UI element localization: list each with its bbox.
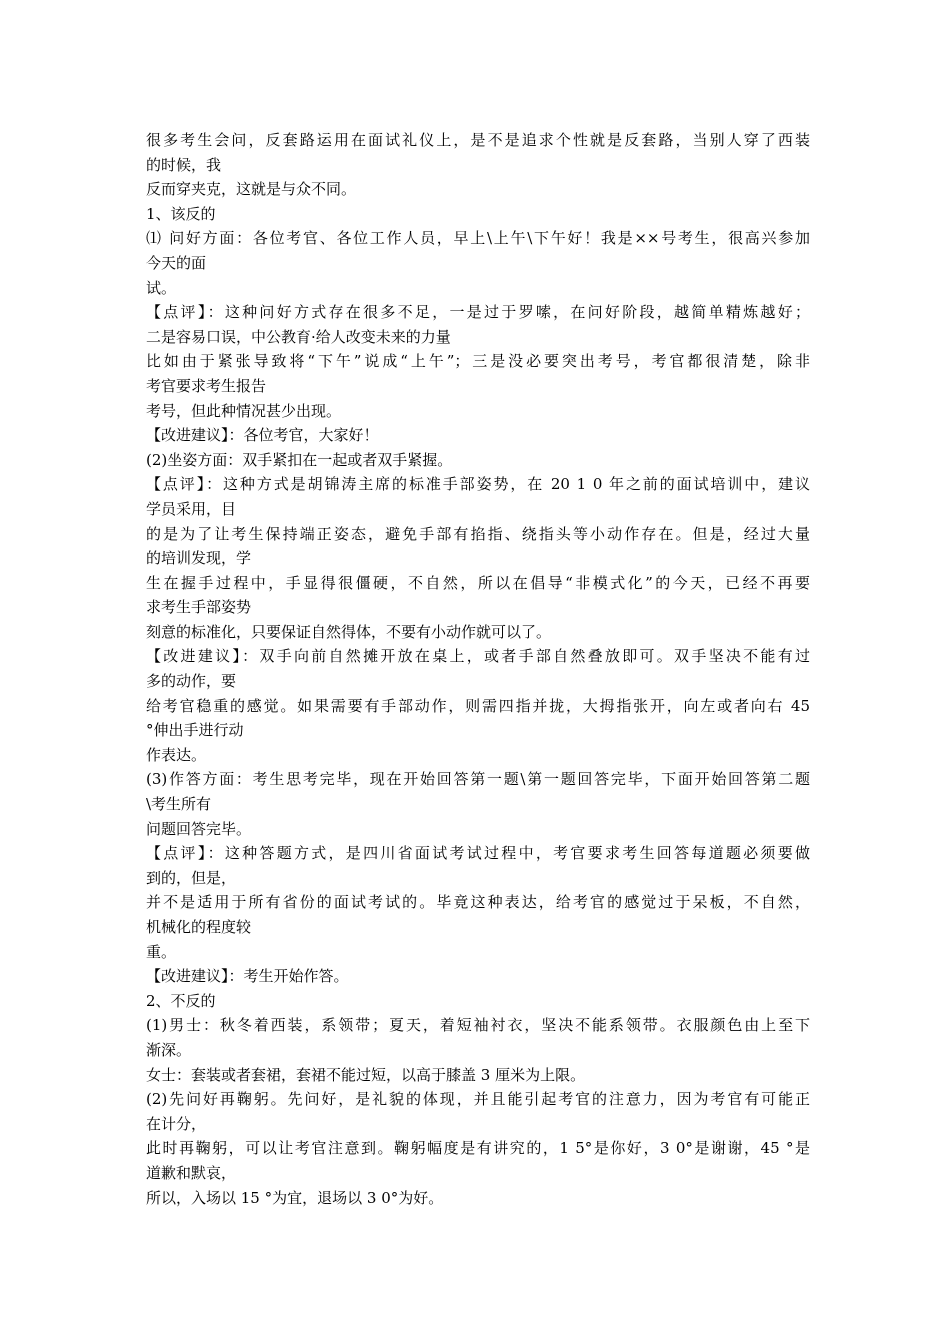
text-line: 的是为了让考生保持端正姿态，避免手部有掐指、绕指头等小动作存在。但是，经过大量 <box>146 524 810 543</box>
text-line: 机械化的程度较 <box>146 918 252 936</box>
text-line: 的时候，我 <box>146 155 222 174</box>
text-line: 1、该反的 <box>146 204 216 223</box>
text-line: 反而穿夹克，这就是与众不同。 <box>146 180 357 199</box>
text-line: 在计分， <box>146 1114 207 1133</box>
text-line: 【改进建议】：各位考官，大家好！ <box>146 426 379 445</box>
text-line: 求考生手部姿势 <box>146 598 252 617</box>
text-line: 到的，但是， <box>146 868 237 887</box>
text-line: 重。 <box>146 942 177 961</box>
text-line: 考官要求考生报告 <box>146 376 267 395</box>
text-line: 女士：套装或者套裙，套裙不能过短，以高于膝盖 3 厘米为上限。 <box>146 1065 586 1084</box>
text-line: (2)先问好再鞠躬。先问好，是礼貌的体现，并且能引起考官的注意力，因为考官有可能正 <box>146 1090 810 1109</box>
text-line: 【点评】：这种答题方式，是四川省面试考试过程中，考官要求考生回答每道题必须要做 <box>146 844 810 863</box>
text-line: 渐深。 <box>146 1040 192 1059</box>
text-line: 刻意的标准化，只要保证自然得体，不要有小动作就可以了。 <box>146 622 552 641</box>
text-line: 很多考生会问，反套路运用在面试礼仪上，是不是追求个性就是反套路，当别人穿了西装 <box>146 131 810 149</box>
text-line: 给考官稳重的感觉。如果需要有手部动作，则需四指并拢，大拇指张开，向左或者向右 45 <box>146 696 810 715</box>
text-line: °伸出手进行动 <box>146 721 244 740</box>
text-line: 今天的面 <box>146 253 207 272</box>
text-line: 【改进建议】：双手向前自然摊开放在桌上，或者手部自然叠放即可。双手坚决不能有过 <box>146 647 810 666</box>
text-line: (1)男士：秋冬着西装，系领带；夏天，着短袖衬衣，坚决不能系领带。衣服颜色由上至下 <box>146 1016 810 1035</box>
text-line: (3)作答方面：考生思考完毕，现在开始回答第一题\第一题回答完毕，下面开始回答第二题 <box>146 770 810 789</box>
text-line: 生在握手过程中，手显得很僵硬，不自然，所以在倡导“非模式化”的今天，已经不再要 <box>146 573 810 592</box>
text-line: 2、不反的 <box>146 991 216 1010</box>
text-line: 学员采用，目 <box>146 499 237 518</box>
text-line: 二是容易口误，中公教育·给人改变未来的力量 <box>146 327 451 346</box>
text-line: 问题回答完毕。 <box>146 819 252 838</box>
document-body <box>146 128 810 1210</box>
text-line: 【点评】：这种方式是胡锦涛主席的标准手部姿势，在 20 1 0 年之前的面试培训中，建议 <box>146 475 810 494</box>
text-line: 【点评】：这种问好方式存在很多不足，一是过于罗嗦，在问好阶段，越简单精炼越好； <box>146 303 810 322</box>
text-line: 所以，入场以 15 °为宜，退场以 3 0°为好。 <box>146 1188 444 1207</box>
text-line: 此时再鞠躬，可以让考官注意到。鞠躬幅度是有讲究的，1 5°是你好，3 0°是谢谢，45 °是 <box>146 1139 810 1158</box>
text-line: 比如由于紧张导致将“下午”说成“上午”；三是没必要突出考号，考官都很清楚，除非 <box>146 352 810 371</box>
text-line: ⑴ 问好方面：各位考官、各位工作人员，早上\上午\下午好！我是××号考生，很高兴参加 <box>146 229 810 248</box>
text-line: (2)坐姿方面：双手紧扣在一起或者双手紧握。 <box>146 450 453 469</box>
text-line: 道歉和默哀， <box>146 1163 237 1182</box>
text-line: 考号，但此种情况甚少出现。 <box>146 401 342 420</box>
text-line: 试。 <box>146 278 177 297</box>
text-line: 多的动作，要 <box>146 672 237 691</box>
text-line: \考生所有 <box>146 795 212 814</box>
text-line: 并不是适用于所有省份的面试考试的。毕竟这种表达，给考官的感觉过于呆板，不自然， <box>146 893 810 912</box>
text-line: 【改进建议】：考生开始作答。 <box>146 967 349 986</box>
text-line: 作表达。 <box>146 745 207 764</box>
text-line: 的培训发现，学 <box>146 549 252 568</box>
